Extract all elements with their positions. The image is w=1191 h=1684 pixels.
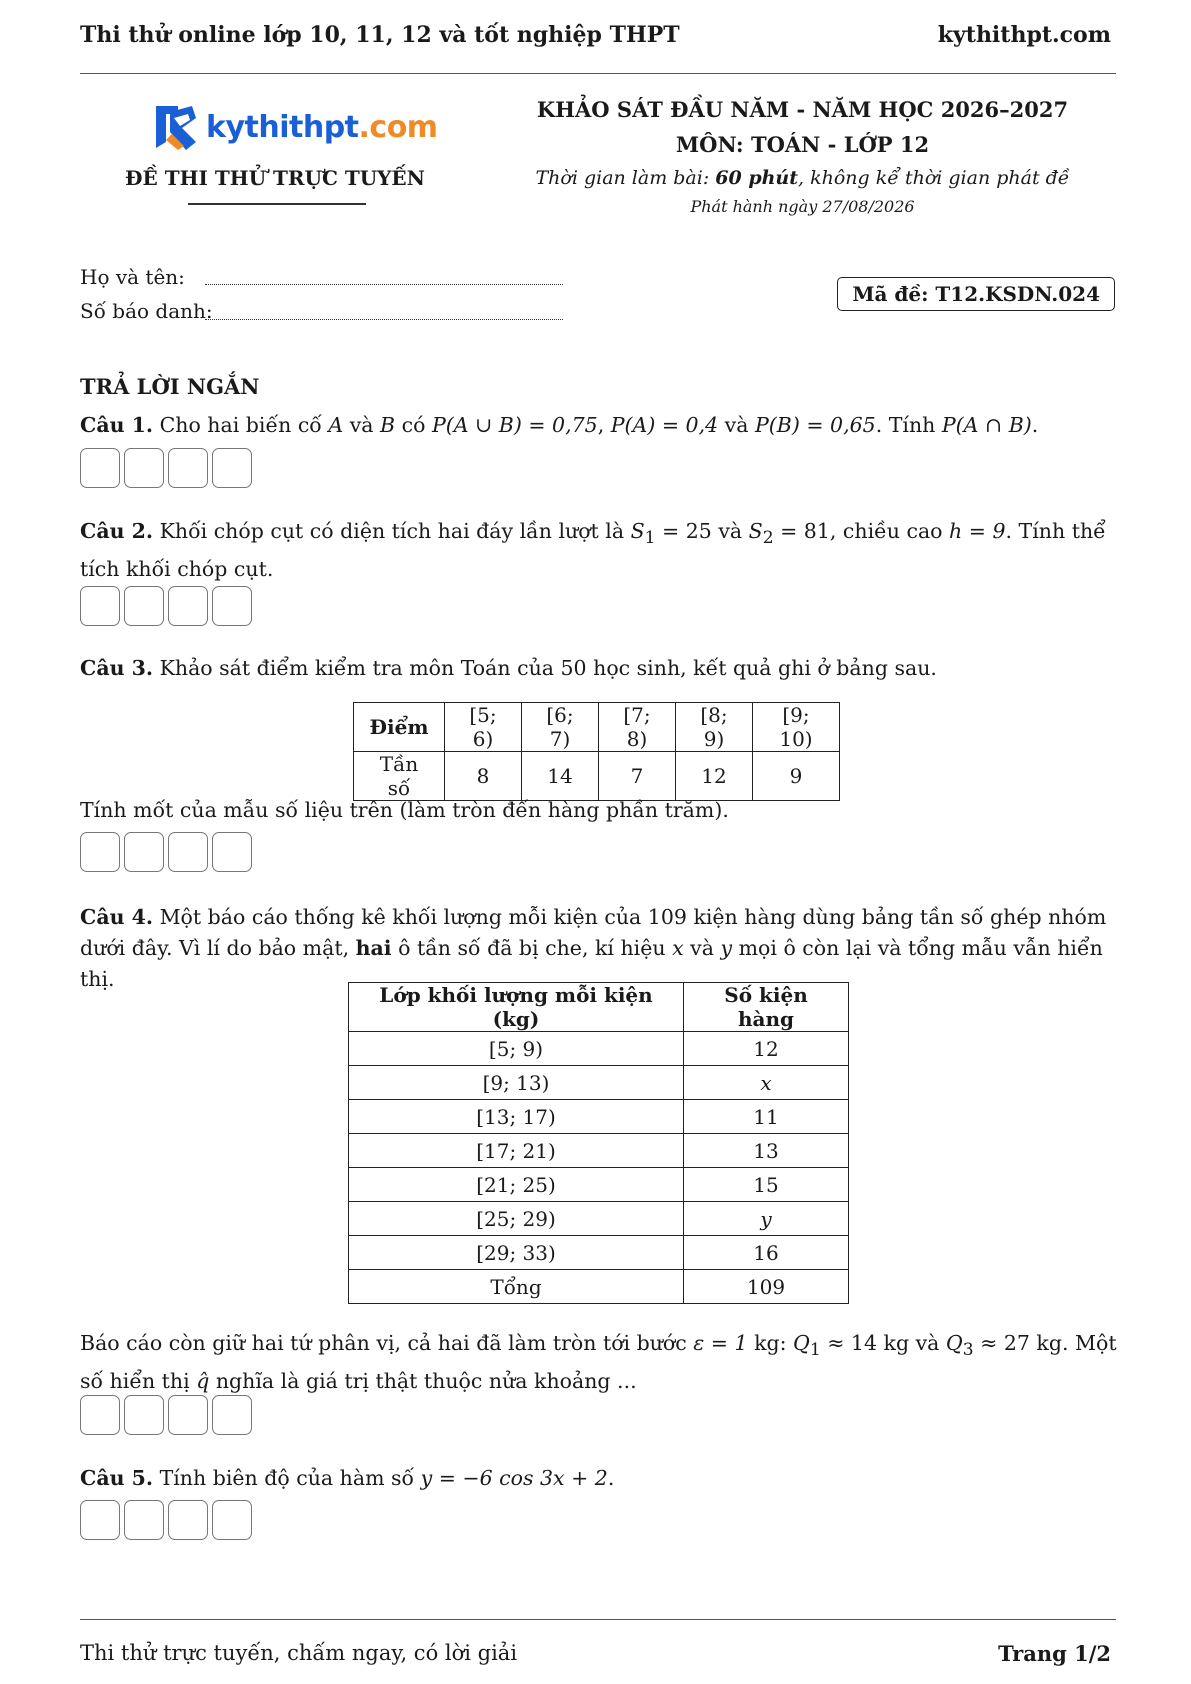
table-header-cell: [9; 10) (753, 703, 840, 752)
answer-cell[interactable] (168, 448, 208, 488)
running-header-left: Thi thử online lớp 10, 11, 12 và tốt nghiệp THPT (80, 22, 680, 48)
table-cell: 14 (522, 752, 599, 801)
answer-cell[interactable] (212, 1395, 252, 1435)
table-cell: x (684, 1066, 849, 1100)
table-row (349, 1066, 849, 1100)
table-cell: 9 (753, 752, 840, 801)
table-header-cell: [6; 7) (522, 703, 599, 752)
table-row (354, 752, 840, 801)
table-cell: 7 (599, 752, 676, 801)
table-cell: 8 (445, 752, 522, 801)
table-cell: y (684, 1202, 849, 1236)
table-row (349, 1032, 849, 1066)
table-header-cell: [8; 9) (676, 703, 753, 752)
exam-type-label: ĐỀ THI THỬ TRỰC TUYẾN (125, 166, 425, 190)
answer-boxes-q3[interactable] (80, 832, 256, 872)
table-header-cell: [5; 6) (445, 703, 522, 752)
logo-mark-icon (152, 102, 200, 152)
table-cell: [25; 29) (349, 1202, 684, 1236)
footer-divider (80, 1619, 1116, 1620)
answer-cell[interactable] (212, 448, 252, 488)
question-3: Câu 3. Khảo sát điểm kiểm tra môn Toán của 50 học sinh, kết quả ghi ở bảng sau. (80, 656, 937, 680)
answer-cell[interactable] (168, 1500, 208, 1540)
table-cell: 12 (676, 752, 753, 801)
release-date: Phát hành ngày 27/08/2026 (690, 197, 915, 216)
table-row (349, 1236, 849, 1270)
answer-cell[interactable] (212, 832, 252, 872)
table-header-cell: [7; 8) (599, 703, 676, 752)
table-cell: Tổng (349, 1270, 684, 1304)
exam-subject: MÔN: TOÁN - LỚP 12 (675, 132, 930, 157)
table-header-row (354, 703, 840, 752)
footer-tagline: Thi thử trực tuyến, chấm ngay, có lời giải (80, 1641, 518, 1665)
answer-cell[interactable] (168, 586, 208, 626)
id-label: Số báo danh: (80, 299, 213, 323)
table-header-cell: Số kiện hàng (684, 983, 849, 1032)
table-row (349, 1270, 849, 1304)
table-cell: 109 (684, 1270, 849, 1304)
candidate-id-field[interactable] (205, 319, 563, 320)
header-divider (80, 73, 1116, 74)
table-row (349, 1168, 849, 1202)
answer-cell[interactable] (124, 1395, 164, 1435)
table-cell: 11 (684, 1100, 849, 1134)
table-cell: [13; 17) (349, 1100, 684, 1134)
section-title: TRẢ LỜI NGẮN (80, 374, 260, 399)
table-cell: 15 (684, 1168, 849, 1202)
answer-boxes-q5[interactable] (80, 1500, 256, 1540)
subtitle-underline (188, 203, 366, 205)
answer-cell[interactable] (80, 1395, 120, 1435)
table-cell: [5; 9) (349, 1032, 684, 1066)
answer-cell[interactable] (80, 1500, 120, 1540)
table-cell: 13 (684, 1134, 849, 1168)
question-1: Câu 1. Cho hai biến cố A và B có P(A ∪ B) = 0,75, P(A) = 0,4 và P(B) = 0,65. Tính P(A ∩ B). (80, 413, 1039, 437)
answer-cell[interactable] (168, 832, 208, 872)
running-header-site: kythithpt.com (937, 22, 1111, 48)
table-cell: Tần số (354, 752, 445, 801)
table-cell: [21; 25) (349, 1168, 684, 1202)
name-label: Họ và tên: (80, 265, 185, 289)
question-2: Câu 2. Khối chóp cụt có diện tích hai đáy lần lượt là $S_1 = 25$ và $S_2 = 81$, chiều cao h = 9. Tính thể tích khối chóp cụt. (80, 519, 1106, 582)
answer-boxes-q2[interactable] (80, 586, 256, 626)
table-cell: [17; 21) (349, 1134, 684, 1168)
question-3-prompt: Tính mốt của mẫu số liệu trên (làm tròn đến hàng phần trăm). (80, 798, 729, 822)
table-cell: 12 (684, 1032, 849, 1066)
exam-title-block (520, 97, 1085, 216)
table-row (349, 1202, 849, 1236)
answer-cell[interactable] (168, 1395, 208, 1435)
logo-wordmark: kythithpt.com (206, 109, 438, 145)
answer-cell[interactable] (124, 832, 164, 872)
exam-duration: Thời gian làm bài: 60 phút, không kể thời gian phát đề (535, 167, 1070, 189)
question-5: Câu 5. Tính biên độ của hàm số y = −6 cos 3x + 2. (80, 1466, 615, 1490)
answer-boxes-q4[interactable] (80, 1395, 256, 1435)
question-4: Câu 4. Một báo cáo thống kê khối lượng mỗi kiện của 109 kiện hàng dùng bảng tần số ghép nhóm dưới đây. Vì lí do bảo mật, hai ô tần số đã bị che, kí hiệu x và y mọi ô còn lại và tổng mẫu vẫn hiển thị. (80, 905, 1107, 991)
answer-cell[interactable] (80, 448, 120, 488)
score-frequency-table (353, 702, 840, 801)
table-cell: [29; 33) (349, 1236, 684, 1270)
table-header-cell: Lớp khối lượng mỗi kiện (kg) (349, 983, 684, 1032)
table-cell: 16 (684, 1236, 849, 1270)
answer-boxes-q1[interactable] (80, 448, 256, 488)
question-4-prompt: Báo cáo còn giữ hai tứ phân vị, cả hai đã làm tròn tới bước ε = 1 kg: $Q_1 \approx 14$ kg và $Q_3 \approx 27$ kg. Một số hiển thị q̂ nghĩa là giá trị thật thuộc nửa khoảng ... (80, 1331, 1117, 1394)
table-row (349, 1100, 849, 1134)
answer-cell[interactable] (212, 586, 252, 626)
table-cell: [9; 13) (349, 1066, 684, 1100)
answer-cell[interactable] (124, 586, 164, 626)
name-field[interactable] (205, 284, 563, 285)
table-header-row (349, 983, 849, 1032)
answer-cell[interactable] (124, 448, 164, 488)
site-logo (152, 102, 438, 152)
answer-cell[interactable] (212, 1500, 252, 1540)
table-row (349, 1134, 849, 1168)
exam-title: KHẢO SÁT ĐẦU NĂM - NĂM HỌC 2026–2027 (536, 97, 1069, 122)
answer-cell[interactable] (80, 832, 120, 872)
answer-cell[interactable] (80, 586, 120, 626)
table-header-cell: Điểm (354, 703, 445, 752)
answer-cell[interactable] (124, 1500, 164, 1540)
page-number: Trang 1/2 (998, 1641, 1111, 1666)
exam-code-badge: Mã đề: T12.KSDN.024 (837, 277, 1115, 311)
weight-frequency-table (348, 982, 849, 1304)
